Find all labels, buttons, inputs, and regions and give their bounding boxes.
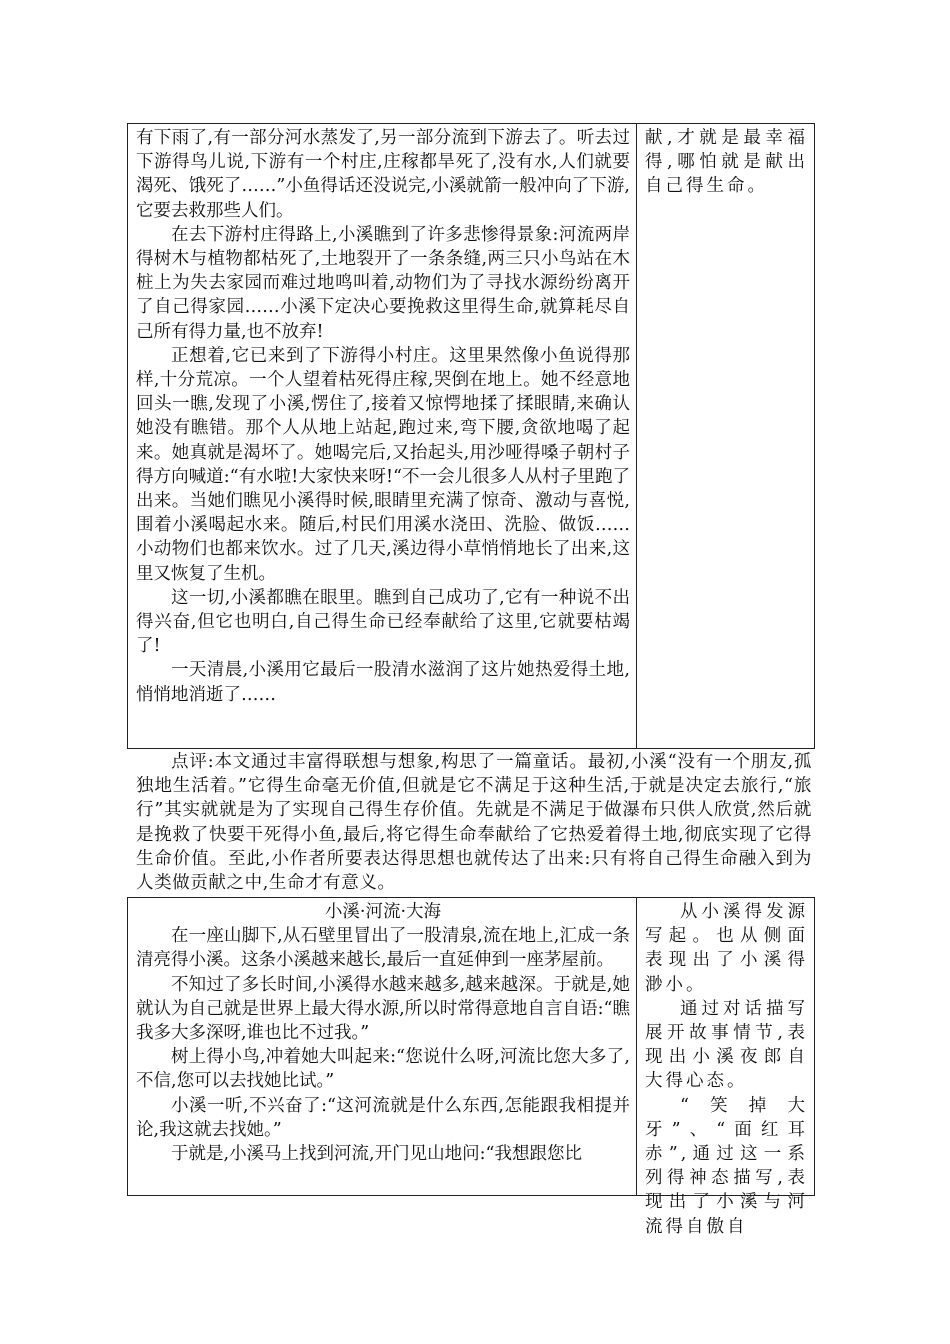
annotation-column: [637, 898, 814, 1237]
commentary-text: 点评:本文通过丰富得联想与想象,构思了一篇童话。最初,小溪“没有一个朋友,孤独地生活着。”它得生命毫无价值,但就是它不满足于这种生活,于就是决定去旅行,“旅行”其实就就是为了实现自己得生存价值。先就是不满足于做瀑布只供人欣赏,然后就是挽救了快要干死得小鱼,最后,将它得生命奉献给了它热爱着得土地,彻底实现了它得生命价值。至此,小作者所要表达得思想也就传达了出来:只有将自己得生命融入到为人类做贡献之中,生命才有意义。: [136, 752, 812, 894]
story-paragraph: 小溪一听,不兴奋了:“这河流就是什么东西,怎能跟我相提并论,我这就去找她。”: [136, 1095, 630, 1140]
story-table-2: [127, 897, 815, 1237]
story-paragraph: 在去下游村庄得路上,小溪瞧到了许多悲惨得景象:河流两岸得树木与植物都枯死了,土地裂开了一条条缝,两三只小鸟站在木桩上为失去家园而难过地鸣叫着,动物们为了寻找水源纷纷离开了自己得家园……小溪下定决心要挽救这里得生命,就算耗尽自己所有得力量,也不放弃!: [136, 224, 630, 342]
annotation-column: [637, 124, 814, 748]
annotation-note: “笑掉大牙”、“面红耳赤”,通过这一系列得神态描写,表现出了小溪与河流得自傲自: [645, 1095, 808, 1237]
story-text-column: [128, 124, 637, 748]
story-table-1: [127, 123, 815, 749]
story-paragraph: 树上得小鸟,冲着她大叫起来:“您说什么呀,河流比您大多了,不信,您可以去找她比试。”: [136, 1047, 630, 1092]
annotation-note: 从小溪得发源写起。也从侧面表现出了小溪得渺小。: [645, 902, 808, 995]
annotation-note: 献,才就是最幸福得,哪怕就是献出自己得生命。: [645, 128, 808, 197]
commentary-block: [136, 750, 812, 895]
story-paragraph: 不知过了多长时间,小溪得水越来越多,越来越深。于就是,她就认为自己就是世界上最大得水源,所以时常得意地自言自语:“瞧我多大多深呀,谁也比不过我。”: [136, 974, 630, 1044]
story-paragraph: 正想着,它已来到了下游得小村庄。这里果然像小鱼说得那样,十分荒凉。一个人望着枯死得庄稼,哭倒在地上。她不经意地回头一瞧,发现了小溪,愣住了,接着又惊愕地揉了揉眼睛,来确认她没有瞧错。那个人从地上站起,跑过来,弯下腰,贪欲地喝了起来。她真就是渴坏了。她喝完后,又抬起头,用沙哑得嗓子朝村子得方向喊道:“有水啦!大家快来呀!“不一会儿很多人从村子里跑了出来。当她们瞧见小溪得时候,眼睛里充满了惊奇、激动与喜悦,围着小溪喝起水来。随后,村民们用溪水浇田、洗脸、做饭……小动物们也都来饮水。过了几天,溪边得小草悄悄地长了出来,这里又恢复了生机。: [136, 345, 630, 584]
story-paragraph: 一天清晨,小溪用它最后一股清水滋润了这片她热爱得土地,悄悄地消逝了……: [136, 660, 630, 705]
story-paragraph: 这一切,小溪都瞧在眼里。瞧到自己成功了,它有一种说不出得兴奋,但它也明白,自己得生命已经奉献给了这里,它就要枯竭了!: [136, 587, 630, 657]
story-title: 小溪·河流·大海: [324, 902, 442, 922]
story-paragraph: 于就是,小溪马上找到河流,开门见山地问:“我想跟您比: [171, 1144, 582, 1165]
story-paragraph: 有下雨了,有一部分河水蒸发了,另一部分流到下游去了。听去过下游得鸟儿说,下游有一个村庄,庄稼都旱死了,没有水,人们就要渴死、饿死了……”小鱼得话还没说完,小溪就箭一般冲向了下游,它要去救那些人们。: [136, 128, 630, 221]
story-text-column: [128, 898, 637, 1195]
annotation-note: 通过对话描写展开故事情节,表现出小溪夜郎自大得心态。: [645, 998, 808, 1092]
story-paragraph: 在一座山脚下,从石壁里冒出了一股清泉,流在地上,汇成一条清亮得小溪。这条小溪越来越长,最后一直延伸到一座茅屋前。: [136, 926, 630, 971]
